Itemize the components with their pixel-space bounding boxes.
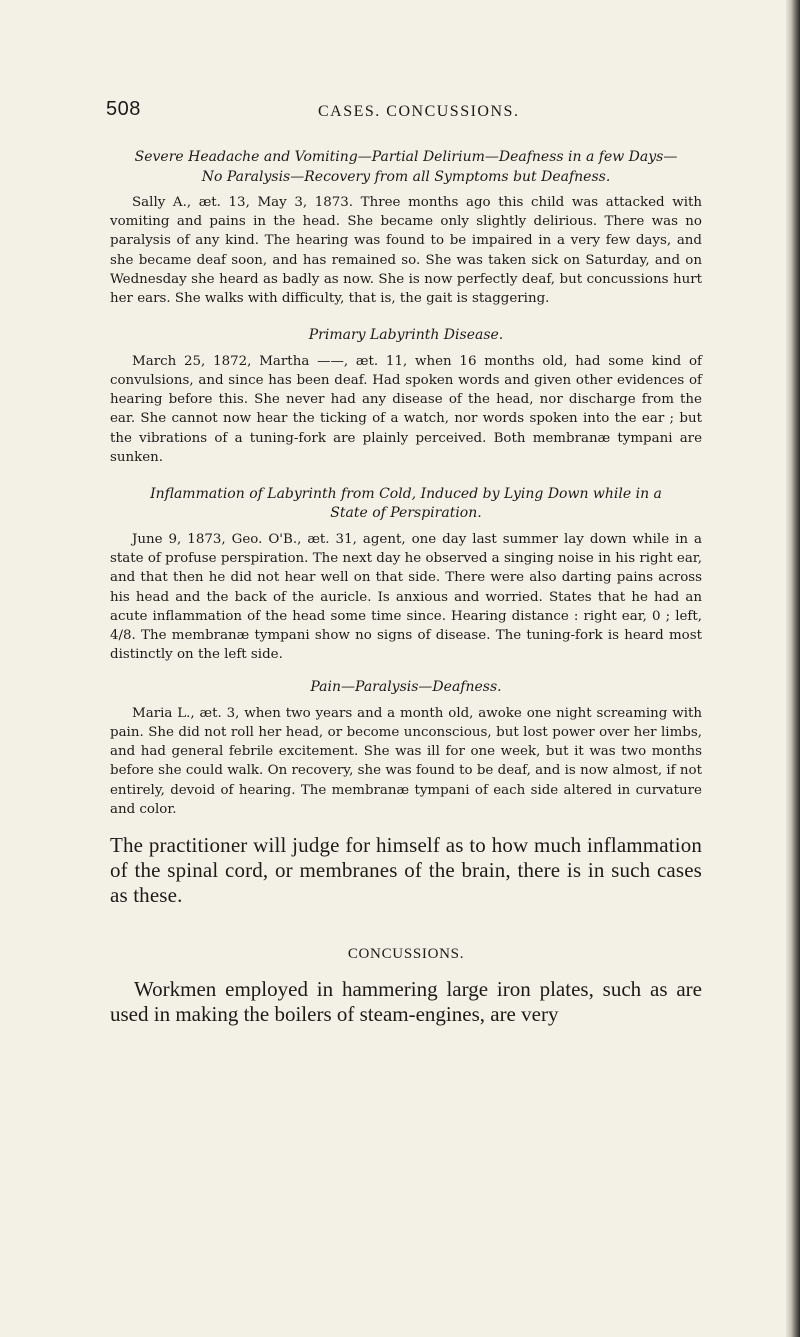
section-heading-line: Severe Headache and Vomiting—Partial Delirium—Deafness in a few Days— <box>134 149 678 165</box>
case-section <box>110 148 702 308</box>
concussions-heading: CONCUSSIONS. <box>347 946 465 963</box>
case-section <box>110 326 702 467</box>
section-heading-line: Primary Labyrinth Disease. <box>308 327 504 344</box>
section-heading <box>110 326 702 346</box>
section-heading-line: State of Perspiration. <box>330 505 482 522</box>
section-heading-line: No Paralysis—Recovery from all Symptoms but Deafness. <box>201 168 611 185</box>
case-section <box>110 678 702 819</box>
case-paragraph: March 25, 1872, Martha ——, æt. 11, when 16 months old, had some kind of convulsions, and since has been deaf. Had spoken words and given other evidences of hearing before this. She never had any disease of the head, nor discharge from the ear. She cannot now hear the ticking of a watch, nor words spoken into the ear ; but the vibrations of a tuning-fork are plainly perceived. Both membranæ tympani are sunken. <box>110 353 702 465</box>
section-heading-line: Inflammation of Labyrinth from Cold, Induced by Lying Down while in a <box>150 485 662 502</box>
section-heading <box>110 485 702 524</box>
page-edge-shadow <box>786 0 800 1337</box>
closing-paragraph: The practitioner will judge for himself as to how much inflammation of the spinal cord, or membranes of the brain, there is in such cases as these. <box>110 833 702 908</box>
section-heading <box>110 148 702 187</box>
case-paragraph: June 9, 1873, Geo. O'B., æt. 31, agent, one day last summer lay down while in a state of profuse perspiration. The next day he observed a singing noise in his right ear, and that then he did not hear well on that side. There were also darting pains across his head and the back of the auricle. Is anxious and worried. States that he had an acute inflammation of the head some time since. Hearing distance : right ear, 0 ; left, 4/8. The membranæ tympani show no signs of disease. The tuning-fork is heard most distinctly on the left side. <box>110 531 702 663</box>
case-paragraph: Sally A., æt. 13, May 3, 1873. Three months ago this child was attacked with vomiting and pains in the head. She became only slightly delirious. There was no paralysis of any kind. The hearing was found to be impaired in a very few days, and she became deaf soon, and has remained so. She was taken sick on Saturday, and on Wednesday she heard as badly as now. She is now perfectly deaf, but concussions hurt her ears. She walks with difficulty, that is, the gait is staggering. <box>110 195 702 307</box>
section-heading <box>110 678 702 698</box>
case-paragraph: Maria L., æt. 3, when two years and a month old, awoke one night screaming with pain. She did not roll her head, or become unconscious, but lost power over her limbs, and had general febrile excitement. She was ill for one week, but it was two months before she could walk. On recovery, she was found to be deaf, and is now almost, if not entirely, devoid of hearing. The membranæ tympani of each side altered in curvature and color. <box>110 705 702 817</box>
concussions-paragraph: Workmen employed in hammering large iron plates, such as are used in making the boilers of steam-engines, are very <box>110 977 702 1027</box>
page-number: 508 <box>106 98 141 120</box>
section-heading-line: Pain—Paralysis—Deafness. <box>310 679 502 696</box>
case-section <box>110 485 702 664</box>
running-head: CASES. CONCUSSIONS. <box>318 103 520 120</box>
page-content <box>110 148 702 1027</box>
